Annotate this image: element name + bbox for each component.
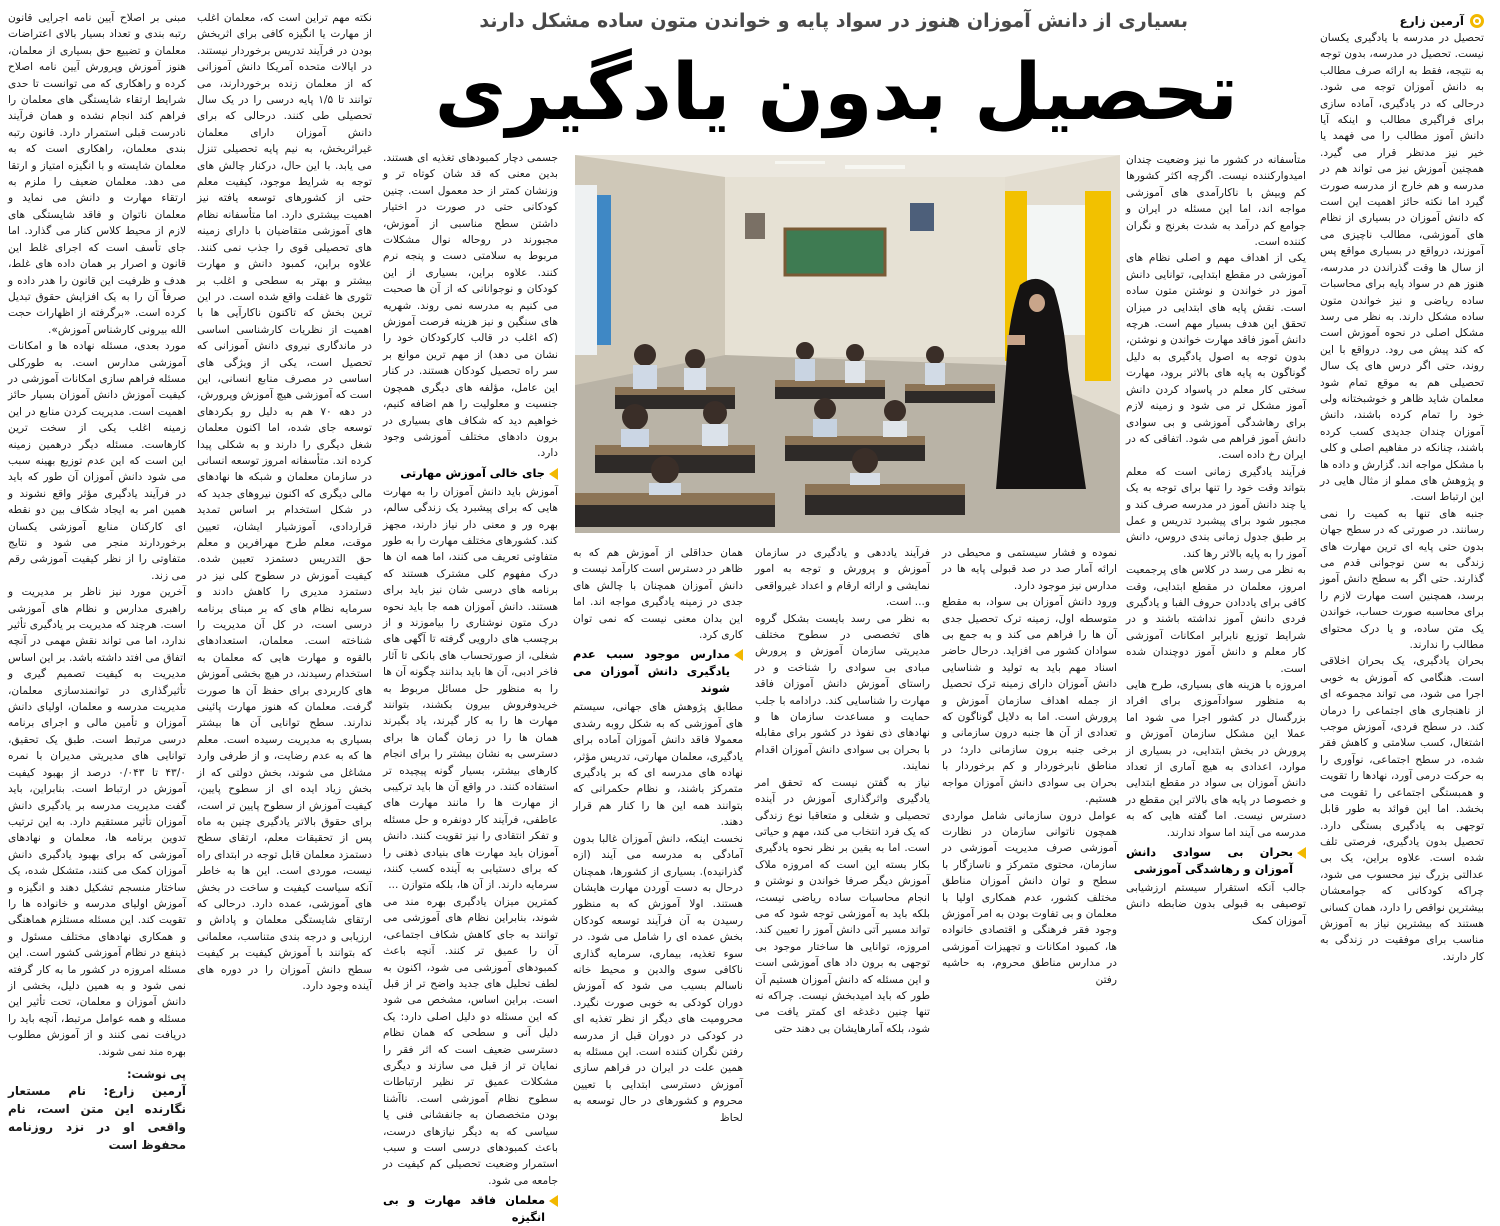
paragraph: امروزه با هزینه های بسیاری، طرح هایی به منظور سوادآموزی برای افراد بزرگسال در کشور اجرا می شود اما عملا این مشکل سازمان آموزش و پرورش در بخش ابتدایی، در بسیاری از موارد، اعدادی به هیچ آماری از تعداد دانش آموزان بی سواد در مقطع ابتدایی و خصوصا در پایه های بالاتر این مقطع در دسترس نیست. اما گفته هایی که به مدرسه می آیند اما سواد ندارند. — [1126, 679, 1306, 839]
paragraph: مبنی بر اصلاح آیین نامه اجرایی قانون رتبه بندی و تعداد بسیار بالای اعتراضات معلمان و تضییع حق بسیاری از معلمان، هنوز آموزش وپرورش آیین نامه اصلاح کرده و راهکاری که می توانست تا حدی شرایط ارتقاء شایستگی های معلمان را فراهم کند انجام نشده و همان فرآیند نادرست قبلی استمرار دارد. قانون رتبه بندی معلمان، راهکاری است که به معلمان شایسته و با انگیزه امتیاز و ارتقا می دهد. معلمان ضعیف را ملزم به ارتقاء مهارت و دانش می نماید و معلمان ناتوان و فاقد شایستگی های لازم از محیط کلاس کنار می گذارد. اما جای تأسف است که اجرای غلط این قانون و اصرار بر همان داده های غلط، هدف و ظرفیت این قانون را هدر داده و صرفاً آن را به یک افزایش حقوق تبدیل کرده است. «برگرفته از اظهارات حجت الله بیرونی کارشناس آموزش». — [8, 12, 186, 336]
subhead-bullet-icon — [549, 1195, 558, 1207]
section-subhead — [383, 465, 558, 482]
footnote-title: پی نوشت: — [127, 1067, 186, 1081]
subhead-text: مدارس موجود سبب عدم یادگیری دانش آموزان می شوند — [573, 647, 730, 696]
subhead-bullet-icon — [1297, 847, 1306, 859]
paragraph: جنبه های تنها به کمیت را نمی رسانند. در صورتی که در سطح جهان بدون حتی پایه ای ترین مهارت های زندگی به سن نوجوانی قدم می گذارند. حتی اگر به سطح دانش آموز برسد، همچنین است مهارت لازم را برای محاسبه صورت حساب، خواندن یک متن ساده، و یا درک محتوای مطالب را ندارند. — [1320, 507, 1484, 652]
paragraph: یکی از اهداف مهم و اصلی نظام های آموزشی در مقطع ابتدایی، توانایی دانش آموز در خواندن و نوشتن متون ساده است. نقش پایه های ابتدایی در میزان تحقق این هدف بسیار مهم است. هرچه دانش آموز فاقد مهارت خواندن و نوشتن، بدون توجه به اصول یادگیری به دلیل گوناگون به پایه های بالاتر برود، مهارت سختی کار معلم در پاسواد کردن دانش آموز مشکل تر می شود و زمینه لازم برای رهاشدگی آموزشی و بی سوادی دانش آموز فراهم می شود. اتفاقی که در ایران رخ داده است. — [1126, 252, 1306, 462]
paragraph: به نظر می رسد بایست بشکل گروه های تخصصی در سطوح مختلف مدیریتی سازمان آموزش و پرورش مبادی بی سوادی را شناخت و در راستای آموزش دانش آموزان فاقد مهارت را شناسایی کند. درادامه با جلب حمایت و مساعدت سازمان ها و نهادهای ذی نفوذ در کشور برای مقابله با بحران بی سوادی دانش آموزان اقدام نمایند. — [755, 612, 930, 773]
paragraph: مورد بعدی، مسئله نهاده ها و امکانات آموزشی مدارس است. به طورکلی مسئله فراهم سازی امکانات آموزشی در کیفیت آموزش دانش آموزان بسیار حائز اهمیت است. مدیریت کردن منابع در این زمینه اغلب یکی از سخت ترین کارهاست. مسئله دیگر درهمین زمینه این است که این عدم توزیع بهینه سبب می شود دانش آموزان آن طور که باید در فرآیند یادگیری مؤثر واقع نشوند و همین امر به ایجاد شکاف بین دو نقطه ای کارکنان منابع آموزشی یکسان برخوردارند منجر می شود و نتایج متفاوتی را از نظر کیفیت آموزشی رقم می زند. — [8, 340, 186, 582]
classroom-photo — [575, 155, 1120, 533]
paragraph: به نظر می رسد در کلاس های پرجمعیت امروز، معلمان در مقطع ابتدایی، وقت کافی برای یاددادن حروف الفبا و یادگیری فردی دانش آموز نداشته باشند و در شرایط توزیع نابرابر امکانات آموزشی کار معلم و دانش آموز دوچندان شده است. — [1126, 564, 1306, 675]
column-4 — [755, 545, 930, 1035]
paragraph: همان حداقلی از آموزش هم که به ظاهر در دسترس است کارآمد نیست و دانش آموزان همچنان با چالش های جدی در زمینه یادگیری مواجه اند. اما این بدان معنی نیست که نمی توان کاری کرد. — [573, 547, 743, 642]
section-subhead — [1126, 844, 1306, 878]
subhead-text: بحران بی سوادی دانش آموزان و رهاشدگی آموزشی — [1126, 845, 1293, 877]
subhead-bullet-icon — [549, 468, 558, 480]
paragraph: مطابق پژوهش های جهانی، سیستم های آموزشی که به شکل روبه رشدی معمولا فاقد دانش آموزان آماده برای یادگیری، معلمان مهارتی، تدریس مؤثر، نهاده های مدرسه ای که بر یادگیری متمرکز باشند، و نظام حکمرانی که بتوانند همه این ها را کنار هم قرار دهند. — [573, 701, 743, 829]
column-1 — [1320, 30, 1484, 990]
paragraph: کمترین میزان یادگیری بهره مند می شوند، بنابراین نظام های آموزشی می توانند به جای کاهش شکاف اجتماعی، آن را عمیق تر کنند. آنچه باعث کمبودهای آموزشی می شود، اکنون به لطف تحلیل های جدید واضح تر از قبل است. براین اساس، مشخص می شود که این مسئله دو دلیل اصلی دارد: یک دلیل آنی و سطحی که همان نظام دسترسی ضعیف است که اثر فقر را نمایان تر از قبل می سازند و دیگری مشکلات عمیق تر نظیر ارتباطات سطوح نظام آموزشی است. ناآشنا بودن متخصصان به جانفشانی فنی یا سیاسی که به دیگر نیازهای درست، باعث کمبودهای درسی است و سبب استمرار وضعیت تحصیلی کم کیفیت در جامعه می شود. — [383, 895, 558, 1187]
column-3 — [942, 545, 1117, 993]
paragraph: نیاز به گفتن نیست که تحقق امر یادگیری واثرگذاری آموزش در آینده تحصیلی و شغلی و متعاقبا نوع زندگی که یک فرد انتخاب می کند، مهم و حیاتی است. اما به یقین بر نظر نحوه یادگیری بکار بسته این است که امروزه ملاک آموزش دیگر صرفا خواندن و نوشتن و انجام محاسبات ساده ریاضی نیست، بلکه باید به آموزشی توجه شود که می تواند مسیر آتی دانش آموز را تعیین کند. امروزه، توانایی ها ساختار موجود بی توجهی به برون داد های آموزشی است و این مسئله که دانش آموزان هستیم آن طور که باید امیدبخش نیست. چراکه نه تنها چنین دغدغه ای کمتر یافت می شود، بلکه آمارهایشان بی دهند حتی — [755, 776, 930, 1035]
paragraph: عوامل درون سازمانی شامل مواردی همچون ناتوانی سازمان در نظارت آموزشی صرف مدیریت آموزشی در سازمان، محتوی متمرکز و ناسازگار با سطح و توان دانش آموزان مناطق مختلف کشور، عدم همکاری اولیا با معلمان و بی تفاوت بودن به امر آموزش وجود فقر فرهنگی و اقتصادی خانواده ها، کمبود امکانات و تجهیزات آموزشی در مدارس مناطق محروم، به حاشیه رفتن — [942, 809, 1117, 986]
paragraph: ورود دانش آموزان بی سواد، به مقطع متوسطه اول، زمینه ترک تحصیل جدی آن ها را فراهم می کند و به جمع بی سوادان کشور می افزاید. درحال حاضر اسناد مهم باید به تولید و شناسایی دانش آموزان دارای زمینه ترک تحصیل از جمله اهداف سازمان آموزش و پرورش است. اما به دلایل گوناگون که تعدادی از آن ها جنبه درون سازمانی و برخی جنبه برون سازمانی دارد؛ در مناطق نابرخوردار و کم برخوردار با بحران بی سوادی دانش آموزان مواجه هستیم. — [942, 596, 1117, 806]
column-2 — [1126, 152, 1306, 992]
paragraph: جسمی دچار کمبودهای تغذیه ای هستند. بدین معنی که قد شان کوتاه تر و وزنشان کمتر از حد معمول است. چنین کودکانی حتی در صورت در اختیار داشتن سطح مناسبی از آموزش، مجبورند در روحاله نوال مشکلات مربوط به سلامتی دست و پنجه نرم کنند. علاوه براین، بسیاری از این کودکان و نوجوانانی که از آن ها صحبت می کنیم به مدرسه نمی روند. شهریه های سنگین و نیز هزینه فرصت آموزش (که اغلب در قالب کارکودکان خود را نشان می دهد) از مهم ترین موانع بر سر راه تحصیل کودکان هستند. در کنار این عامل، مؤلفه های دیگری همچون جنسیت و معلولیت را هم اضافه کنیم، خواهیم دید که شکاف های بسیاری در برون دادهای مختلف آموزشی وجود دارد. — [383, 152, 558, 460]
article-kicker: بسیاری از دانش آموزان هنوز در سواد پایه و خواندن متون ساده مشکل دارند — [479, 10, 1188, 32]
paragraph: تحصیل در مدرسه با یادگیری یکسان نیست. تحصیل در مدرسه، بدون توجه به نتیجه، فقط به ارائه صرف مطالب به دانش آموزان توجه می شود. درحالی که در یادگیری، آماده سازی برای فراگیری مطالب و اینکه آیا دانش آموز مطالب را می فهمد یا خیر نیز مدنظر قرار می گیرد. همچنین آموزش نیز می تواند هم در مدرسه و هم خارج از مدرسه صورت گیرد اما نکته حائز اهمیت این است که دانش آموزان در بسیاری از نظام های آموزشی، مطالب ناچیزی می آموزند، درواقع در بسیاری مواقع پس از سال ها وقت گذراندن در مدرسه، هنوز هم در سواد پایه برای محاسبات ساده ریاضی و نیز خواندن متون ساده مشکل دارند. به نظر می رسد مشکل اصلی در نحوه آموزش است که کند پیش می رود. درواقع با این روند، حتی اگر درس های یک سال تحصیلی هم به موقع تمام شود معلمان شاید ظاهر و خوشبختانه ولی خود را تمام کرده باشند، دانش آموزان چندان جدیدی کسب کرده باشند، چنانکه در مفاهیم اصلی و کلی با مشکل مواجه اند. گزارش و داده ها و پژوهش های مملو از مثال هایی در این ارتباط است. — [1320, 32, 1484, 504]
section-subhead — [383, 1192, 558, 1226]
byline — [1324, 14, 1484, 28]
column-5 — [573, 545, 743, 1124]
paragraph: نکته مهم تراین است که، معلمان اغلب از مهارت یا انگیزه کافی برای اثربخش بودن در فرآیند تدریس برخوردار نیستند. در ایالات متحده آمریکا دانش آموزانی که از معلمان زنده برخوردارند، می توانند تا ۱/۵ پایه درسی را در یک سال تحصیلی طی کنند. درحالی که برای دانش آموزان دارای معلمان غیراثربخش، به نیم پایه تحصیلی تنزل می یابد. با این حال، درکنار چالش های توجه به شرایط موجود، کیفیت معلم حتی از کشورهای توسعه یافته نیز اهمیت بیشتری دارد. اما متأسفانه نظام های آموزشی متقاضیان با دارای زمینه های تحصیلی قوی را جذب نمی کنند. علاوه براین، کمبود دانش و مهارت بیشتر و بهتر به سطحی و اغلب بر تئوری ها غفلت واقع شده است. در این ترین بخش که تاکنون ناکارآیی ها با اهمیت از نظریات کارشناسی اساسی در ماندگاری نیروی دانش آموزانی که تحصیل است، یکی از ویژگی های اساسی در مصرف منابع انسانی، این است که آموزشی هیچ آموزش وپرورش، در دهه ۷۰ هم به دلیل رو بکردهای توسعه جای شده، اما اکنون معلمان شغل دیگری را دارند و به شکلی پیدا کرده اند. متأسفانه امروز توسعه انسانی در سازمان معلمان و شبکه ها نهادهای مالی دیگری که اکنون نیروهای جدید که در شکل استخدام بر اساس تمدید قراردادی، آموزشیار ایشان، تعیین موقت، معلم طرح مهرافرین و معلم حق التدریس دستمزد تعیین شده. کیفیت آموزش در سطوح کلی نیز در دستمزد مدیری را کاهش دادند و سرمایه نظام های که بر مبنای برنامه درسی است، در کل آن مدیریت را شناخته است. معلمان، استعدادهای بالقوه و مهارت هایی که معلمان به استخدام رسیدند، در هیچ بخشی آموزش های کاربردی برای حفظ آن ها صورت گرفت. معلمان که هنوز مهارت پائینی ندارند. سطح توانایی آن ها بیشتر بسیاری به مدیریت رسیده است. معلم ها که به عدم رضایت، و از طرفی وارد مشاغل می شوند، بخش دولتی که از بخش زیاد ایده ای از سطوح پایین، کیفیت آموزش از سطوح پایین تر است، برای حقوق بالاتر یادگیری چنین به ماه پس از تحقیقات معلم، ارتقای سطح دستمزد معلمان قابل توجه در ابتدای راه نیست، موردی است. این ها به خاطر آنکه سیاست کیفیت و ساخت در بخش های آموزشی، عمده دارد. درحالی که ارتقای شایستگی معلمان و پاداش و ارزیابی و درجه بندی متناسب، معلمانی که بتوانند با آموزش کیفیت بر کیفیت سطح دانش آموزان را در دوره های آینده وجود دارد. — [197, 12, 372, 992]
paragraph: نخست اینکه، دانش آموزان غالبا بدون آمادگی به مدرسه می آیند (ازه گذرانیده). بسیاری از کشورها، همچنان درحال به دست آوردن مهارت هایشان هستند. اولا آموزش که به منظور رسیدن به آن فرآیند توسعه کودکان بخش عمده ای را شامل می شود. در سوء تغذیه، بیماری، سرمایه گذاری ناکافی سوی والدین و محیط خانه ناسالم بسیب می شود که آموزش دوران کودکی به خوبی صورت نگیرد. محرومیت های دیگر از نظر تغذیه ای در کودکی در دوران قبل از مدرسه رفتن نگران کننده است. این مسئله به همین علت در ایران در فراهم سازی آموزش دسترسی ابتدایی با تعیین محروم و کشورهای در حال توسعه به لحاظ — [573, 832, 743, 1124]
paragraph: جالب آنکه استقرار سیستم ارزشیابی توصیفی به قبولی بدون ضابطه دانش آموزان کمک — [1126, 882, 1306, 927]
author-name: آرمین زارع — [1399, 14, 1464, 28]
paragraph: فرآیند یادگیری زمانی است که معلم بتواند وقت خود را تنها برای توجه به یک یا چند دانش آموز در مدرسه صرف کند و مجبور شود برای پیشبرد تدریس و عمل بر طبق جدول زمانی بندی دروس، دانش آموز را به پایه بالاتر رها کند. — [1126, 465, 1306, 560]
paragraph: نموده و فشار سیستمی و محیطی در ارائه آمار صد در صد قبولی پایه ها در مدارس نیز موجود دارد. — [942, 547, 1117, 592]
paper-logo-icon — [1470, 14, 1484, 28]
column-7 — [197, 10, 372, 993]
footnote-body: آرمین زارع: نام مستعار نگارنده این متن است، نام واقعی او در نزد روزنامه محفوظ است — [8, 1084, 186, 1153]
section-subhead — [573, 646, 743, 697]
paragraph: متأسفانه در کشور ما نیز وضعیت چندان امیدوارکننده نیست. اگرچه اکثر کشورها کم وبیش با ناکارآمدی های آموزشی مواجه اند، اما این مسئله در ایران و جوامع کم درآمد به شدت بغرنج و نگران کننده است. — [1126, 154, 1306, 249]
column-8 — [8, 10, 186, 1153]
paragraph: آموزش باید دانش آموزان را به مهارت هایی که برای پیشبرد یک زندگی سالم، بهره ور و معنی دار نیاز دارند، مجهز کند. کشورهای مختلف مهارت را به طور متفاوتی تعریف می کنند، اما همه ان ها درک مفهوم کلی مشترک هستند که برنامه های درسی شان نیز باید برای هستند. دانش آموزان همه جا باید نحوه درک متون نوشتاری را بیاموزند و از برچسب های دارویی گرفته تا آگهی های شغلی، از صورتحساب های بانکی تا آثار فاخر ادبی، آن ها باید بدانند چگونه آن ها را به منظور حل مسائل مربوط به خریدوفروش بیرون بکشند، بتوانند مهارت ها را به کار گیرند، یاد بگیرند همان ها را در زمان گمان ها برای دسترسی به نشان بیشتر را برای انجام کارهای بیشتر، بسیار گونه پیچیده تر استفاده کنند. در واقع آن ها باید ترکیبی از مهارت ها را مانند مهارت های عاطفی، فرآیند کار دونفره و حل مسئله و تفکر انتقادی را نیز تقویت کنند. دانش آموزان باید مهارت های بنیادی ذهنی را که برای دستیابی به آینده کسب کنند، سرمایه دارند. از آن ها، بلکه متوازن ... — [383, 485, 558, 892]
subhead-text: معلمان فاقد مهارت و بی انگیزه — [383, 1193, 545, 1225]
paragraph: فرآیند یاددهی و یادگیری در سازمان آموزش و پرورش و توجه به امور نمایشی و ارائه ارقام و اعداد غیرواقعی و... است. — [755, 547, 930, 609]
paragraph: آخرین مورد نیز ناظر بر مدیریت و راهبری مدارس و نظام های آموزشی است. هرچند که مدیریت بر یادگیری تأثیر ندارد، اما می تواند نقش مهمی در آنچه اتفاق می افتد داشته باشد. بر این اساس مدیریت به کیفیت تصمیم گیری و تأثیرگذاری در توانمندسازی معلمان، مدیریت مدرسه و معلمان، اولیای دانش آموزان و تأمین مالی و اجرای برنامه درسی مرتبط است. طبق یک تحقیق، توانایی های مدیریتی مدیران با نمره ۴۳/۰ تا ۰/۰۴۳ درصد از بهبود کیفیت آموزش در ارتباط است. بنابراین، باید گفت مدیریت مدرسه بر یادگیری دانش آموزان تأثیر مستقیم دارد. به این ترتیب تدوین برنامه ها، معلمان و نهادهای آموزشی که برای بهبود یادگیری دانش آموزان کمک می کنند، متشکل شده، یک ساختار منسجم تشکیل دهند و انگیزه و آموزش اولیای مدرسه و خانواده ها را تقویت کند. این مسئله مستلزم هماهنگی و همکاری نهادهای مختلف مسئول و ذینفع در نظام آموزشی کشور است. این مسئله امروزه در کشور ما به کار گرفته نمی شود و به همین دلیل، بخشی از دانش آموزان و معلمان، تحت تأثیر این مسئله و همه عوامل مرتبط، آنچه باید را دریافت نمی کنند و از آموزش مطلوب بهره مند نمی شوند. — [8, 586, 186, 1058]
subhead-text: جای خالی آموزش مهارتی — [400, 465, 545, 480]
paragraph: بحران یادگیری، یک بحران اخلاقی است. هنگامی که آموزش به خوبی اجرا می شود، می تواند مجموعه ای از ناهنجاری های اجتماعی را درمان کند. در سطح فردی، آموزش موجب اشتغال، کسب سلامتی و کاهش فقر شده، در سطح اجتماعی، نوآوری را به حرکت درمی آورد، نهادها را تقویت و همبستگی اجتماعی را تقویت می بخشد. اما این فوائد به طور قابل توجهی به یادگیری بستگی دارد. تحصیل بدون یادگیری، فرصتی تلف شده است. علاوه براین، یک بی عدالتی بزرگ نیز محسوب می شود، چراکه کودکانی که جوامعشان بیشترین نواقص را دارد، همان کسانی هستند که بیشترین نیاز به آموزش مناسب برای موفقیت در زندگی به کار دارند. — [1320, 655, 1484, 963]
article-headline: تحصیل بدون یادگیری — [434, 48, 1238, 138]
article-photo — [575, 155, 1120, 533]
column-6 — [383, 150, 558, 1225]
subhead-bullet-icon — [734, 649, 743, 661]
